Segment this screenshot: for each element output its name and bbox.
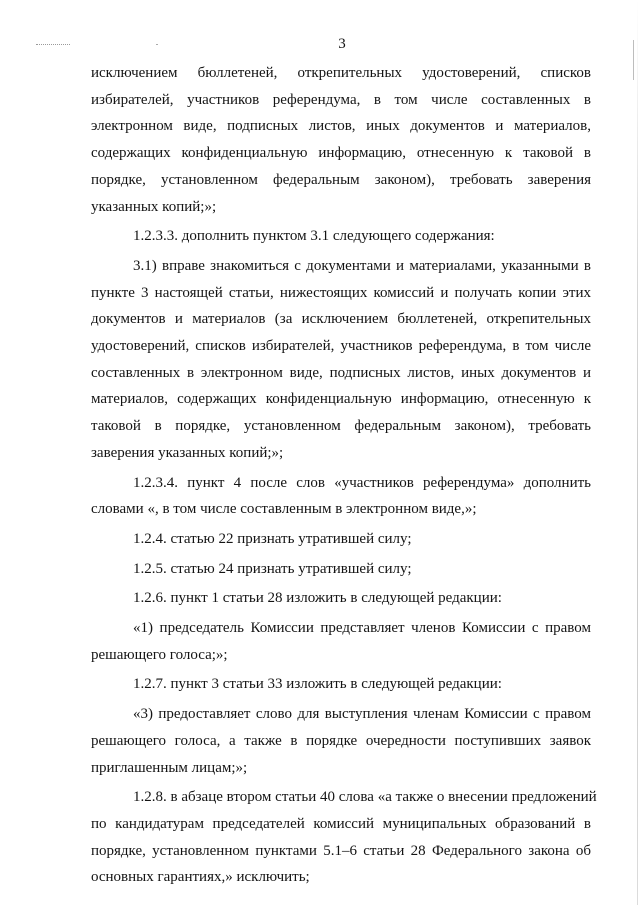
text-line: приглашенным лицам;»; — [91, 759, 248, 776]
text-line: 1.2.6. пункт 1 статьи 28 изложить в следующей редакции: — [133, 590, 502, 607]
text-line: электронном виде, подписных листов, иных документов и материалов, — [91, 118, 591, 135]
text-line: избирателей, участников референдума, в том числе составленных в — [91, 91, 591, 108]
text-line: 1.2.4. статью 22 признать утратившей силу; — [133, 530, 412, 547]
text-line: 1.2.8. в абзаце втором статьи 40 слова «а также о внесении предложений — [133, 789, 597, 806]
paragraph-p-1-2-4 — [91, 526, 591, 553]
text-line: порядке, установленном пунктами 5.1–6 статьи 28 Федерального закона об — [91, 842, 591, 859]
text-line: порядке, установленном федеральным законом), требовать заверения — [91, 171, 591, 188]
paragraph-p-1-2-8 — [91, 784, 597, 891]
text-line: материалов, содержащих конфиденциальную информацию, отнесенную к — [91, 391, 591, 408]
text-line: 1.2.3.4. пункт 4 после слов «участников референдума» дополнить — [133, 474, 591, 491]
paragraph-p-1-2-6 — [91, 585, 591, 612]
text-line: решающего голоса;»; — [91, 646, 228, 663]
text-line: 3.1) вправе знакомиться с документами и материалами, указанными в — [133, 257, 591, 274]
paragraph-p-1-2-3-3 — [91, 223, 591, 250]
text-line: содержащих конфиденциальную информацию, отнесенную к таковой в — [91, 145, 591, 162]
text-line: составленных в электронном виде, подписных листов, иных документов и — [91, 364, 591, 381]
paragraph-p-quote-3 — [91, 701, 591, 781]
text-line: 1.2.5. статью 24 признать утратившей силу; — [133, 560, 412, 577]
text-line: «3) предоставляет слово для выступления членам Комиссии с правом — [133, 706, 591, 723]
text-line: документов и материалов (за исключением бюллетеней, открепительных — [91, 311, 591, 328]
text-line: 1.2.3.3. дополнить пунктом 3.1 следующего содержания: — [133, 228, 495, 245]
text-line: указанных копий;»; — [91, 198, 217, 215]
text-line: словами «, в том числе составленным в электронном виде,»; — [91, 501, 477, 518]
text-line: 1.2.7. пункт 3 статьи 33 изложить в следующей редакции: — [133, 676, 502, 693]
text-line: решающего голоса, а также в порядке очередности поступивших заявок — [91, 732, 591, 749]
paragraph-continuation — [91, 60, 591, 220]
paragraph-p-3-1 — [91, 253, 591, 467]
text-line: таковой в порядке, установленном федеральным законом), требовать — [91, 418, 591, 435]
document-body — [91, 60, 597, 894]
paragraph-p-1-2-5 — [91, 556, 591, 583]
text-line: основных гарантиях,» исключить; — [91, 869, 310, 886]
paragraph-p-quote-1 — [91, 615, 591, 668]
paragraph-p-1-2-3-4 — [91, 470, 591, 523]
text-line: «1) председатель Комиссии представляет членов Комиссии с правом — [133, 620, 591, 637]
scan-edge-line — [637, 0, 638, 905]
text-line: заверения указанных копий;»; — [91, 444, 284, 461]
text-line: по кандидатурам председателей комиссий муниципальных образований в — [91, 815, 591, 832]
text-line: удостоверений, списков избирателей, участников референдума, в том числе — [91, 338, 591, 355]
text-line: исключением бюллетеней, открепительных удостоверений, списков — [91, 65, 591, 81]
text-line: пункте 3 настоящей статьи, нижестоящих комиссий и получать копии этих — [91, 284, 591, 301]
paragraph-p-1-2-7 — [91, 671, 591, 698]
page-number: 3 — [338, 36, 346, 52]
